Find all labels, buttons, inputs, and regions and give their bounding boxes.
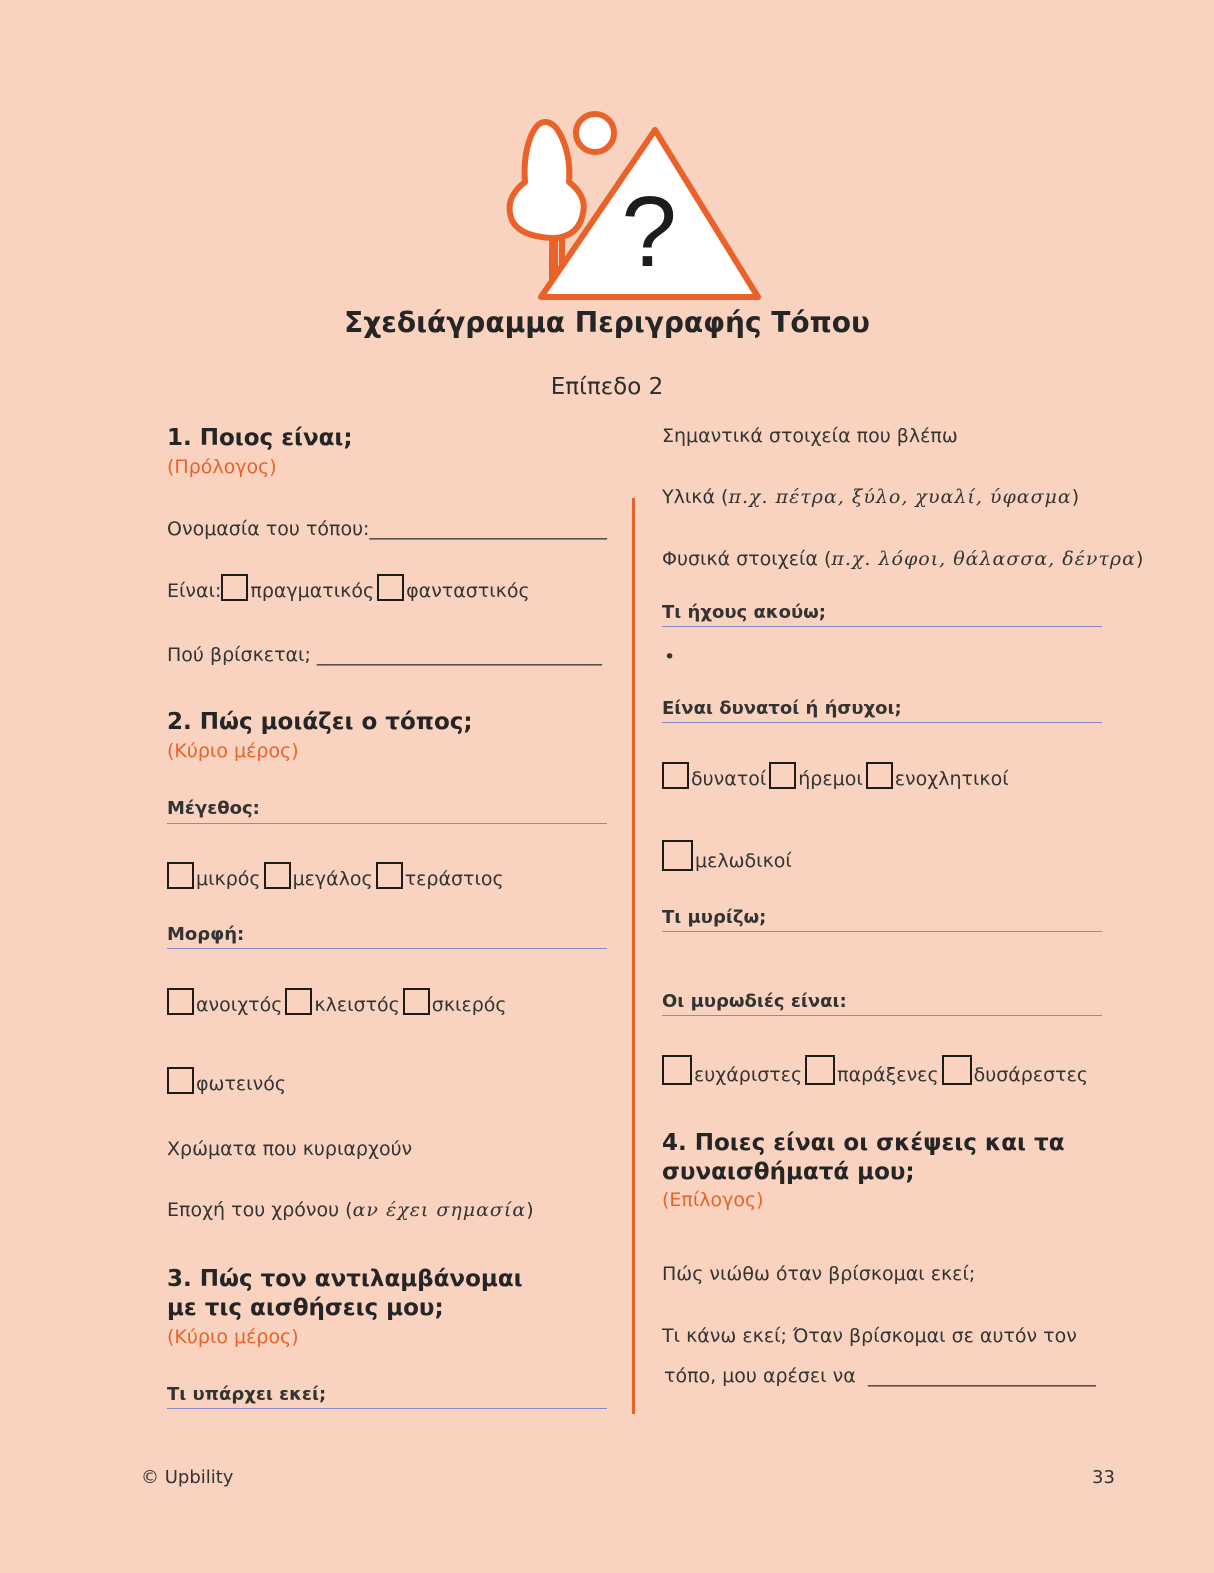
- checkbox-sound-calm[interactable]: [769, 762, 796, 789]
- option-smell-unpleasant: δυσάρεστες: [973, 1064, 1089, 1086]
- section-3-heading: [167, 1265, 523, 1323]
- option-real-label: πραγματικός: [250, 580, 375, 602]
- svg-text:?: ?: [621, 176, 677, 288]
- column-divider: [632, 498, 635, 1414]
- option-size-huge: τεράστιος: [404, 868, 504, 890]
- smells-are-rule: [662, 1015, 1102, 1016]
- checkbox-shape-closed[interactable]: [285, 988, 312, 1015]
- materials-close: ): [1071, 486, 1080, 508]
- section-2-heading: 2. Πώς μοιάζει ο τόπος;: [167, 709, 473, 735]
- place-location-label: Πού βρίσκεται;: [167, 644, 311, 666]
- tree-mountain-question-icon: [505, 108, 765, 303]
- smell-rule: [662, 931, 1102, 932]
- sound-options: [662, 762, 1009, 790]
- option-shape-shady: σκιερός: [431, 994, 507, 1016]
- level-label: Επίπεδο 2: [550, 374, 664, 400]
- checkbox-shape-shady[interactable]: [403, 988, 430, 1015]
- do-row: [664, 1365, 1096, 1387]
- place-name-row: [167, 518, 607, 540]
- natural-row: [662, 548, 1143, 570]
- section-3-heading-line-2: με τις αισθήσεις μου;: [167, 1295, 444, 1321]
- checkbox-sound-melodic[interactable]: [662, 840, 693, 871]
- loud-rule: [662, 722, 1102, 723]
- copyright: © Upbility: [141, 1467, 234, 1488]
- natural-label: Φυσικά στοιχεία (: [662, 548, 832, 570]
- checkbox-shape-open[interactable]: [167, 988, 194, 1015]
- important-elements-label: Σημαντικά στοιχεία που βλέπω: [662, 425, 958, 447]
- checkbox-shape-bright[interactable]: [167, 1067, 194, 1094]
- do-label-line-1: Τι κάνω εκεί; Όταν βρίσκομαι σε αυτόν τον: [662, 1325, 1077, 1347]
- checkbox-smell-unpleasant[interactable]: [942, 1055, 972, 1085]
- sounds-bullet: •: [664, 646, 676, 668]
- natural-close: ): [1135, 548, 1144, 570]
- season-close: ): [526, 1199, 534, 1221]
- checkbox-sound-loud[interactable]: [662, 762, 689, 789]
- sounds-rule: [662, 626, 1102, 627]
- season-row: [167, 1199, 534, 1221]
- option-fantasy-label: φανταστικός: [406, 580, 530, 602]
- section-1-heading: 1. Ποιος είναι;: [167, 425, 353, 451]
- option-size-big: μεγάλος: [292, 868, 373, 890]
- section-4-subtitle: (Επίλογος): [662, 1189, 764, 1211]
- option-smell-pleasant: ευχάριστες: [694, 1064, 803, 1086]
- sounds-label: Τι ήχους ακούω;: [662, 602, 826, 623]
- checkbox-fantasy[interactable]: [377, 574, 404, 601]
- section-3-heading-line-1: 3. Πώς τον αντιλαμβάνομαι: [167, 1266, 523, 1292]
- shape-option-4: [167, 1067, 286, 1095]
- page-number: 33: [1092, 1467, 1115, 1488]
- materials-examples: π.χ. πέτρα, ξύλο, χυαλί, ύφασμα: [728, 486, 1072, 508]
- do-blank[interactable]: ________________________: [867, 1365, 1096, 1387]
- natural-examples: π.χ. λόφοι, θάλασσα, δέντρα: [831, 548, 1136, 570]
- option-sound-annoying: ενοχλητικοί: [894, 768, 1009, 790]
- shape-rule: [167, 948, 607, 949]
- place-location-row: [167, 644, 602, 666]
- colors-label: Χρώματα που κυριαρχούν: [167, 1138, 413, 1160]
- checkbox-smell-pleasant[interactable]: [662, 1055, 692, 1085]
- place-type-row: [167, 574, 530, 602]
- section-3-subtitle: (Κύριο μέρος): [167, 1326, 299, 1348]
- size-options: [167, 862, 504, 890]
- checkbox-size-big[interactable]: [264, 862, 291, 889]
- do-label-line-2: τόπο, μου αρέσει να: [664, 1365, 856, 1387]
- season-label: Εποχή του χρόνου (: [167, 1199, 353, 1221]
- size-rule: [167, 823, 607, 824]
- option-size-small: μικρός: [196, 868, 261, 890]
- feel-label: Πώς νιώθω όταν βρίσκομαι εκεί;: [662, 1263, 976, 1285]
- shape-label: Μορφή:: [167, 924, 245, 945]
- smell-label: Τι μυρίζω;: [662, 907, 767, 928]
- materials-label: Υλικά (: [662, 486, 729, 508]
- option-smell-strange: παράξενες: [837, 1064, 939, 1086]
- option-shape-bright: φωτεινός: [196, 1073, 286, 1095]
- option-sound-loud: δυνατοί: [691, 768, 767, 790]
- checkbox-real[interactable]: [221, 574, 248, 601]
- section-1-subtitle: (Πρόλογος): [167, 456, 277, 478]
- shape-options: [167, 988, 507, 1016]
- checkbox-size-small[interactable]: [167, 862, 194, 889]
- page-title: Σχεδιάγραμμα Περιγραφής Τόπου: [344, 306, 870, 339]
- checkbox-smell-strange[interactable]: [805, 1055, 835, 1085]
- option-shape-closed: κλειστός: [314, 994, 400, 1016]
- place-name-blank[interactable]: _________________________: [369, 518, 607, 540]
- place-name-label: Ονομασία του τόπου:: [167, 518, 370, 540]
- option-sound-melodic: μελωδικοί: [695, 850, 792, 872]
- section-2-subtitle: (Κύριο μέρος): [167, 740, 299, 762]
- checkbox-size-huge[interactable]: [376, 862, 403, 889]
- what-is-there-label: Τι υπάρχει εκεί;: [167, 1384, 327, 1405]
- loud-label: Είναι δυνατοί ή ήσυχοι;: [662, 698, 902, 719]
- season-note: αν έχει σημασία: [352, 1199, 527, 1221]
- smell-options: [662, 1055, 1088, 1086]
- what-is-there-rule: [167, 1408, 607, 1409]
- checkbox-sound-annoying[interactable]: [866, 762, 893, 789]
- option-sound-calm: ήρεμοι: [798, 768, 863, 790]
- section-4-heading-line-2: συναισθήματά μου;: [662, 1159, 915, 1185]
- sound-option-4: [662, 840, 792, 872]
- section-4-heading-line-1: 4. Ποιες είναι οι σκέψεις και τα: [662, 1130, 1065, 1156]
- option-shape-open: ανοιχτός: [196, 994, 283, 1016]
- place-location-blank[interactable]: ______________________________: [316, 644, 602, 666]
- place-type-label: Είναι:: [167, 580, 222, 602]
- section-4-heading: [662, 1129, 1065, 1187]
- smells-are-label: Οι μυρωδιές είναι:: [662, 991, 847, 1012]
- materials-row: [662, 486, 1079, 508]
- size-label: Μέγεθος:: [167, 798, 260, 819]
